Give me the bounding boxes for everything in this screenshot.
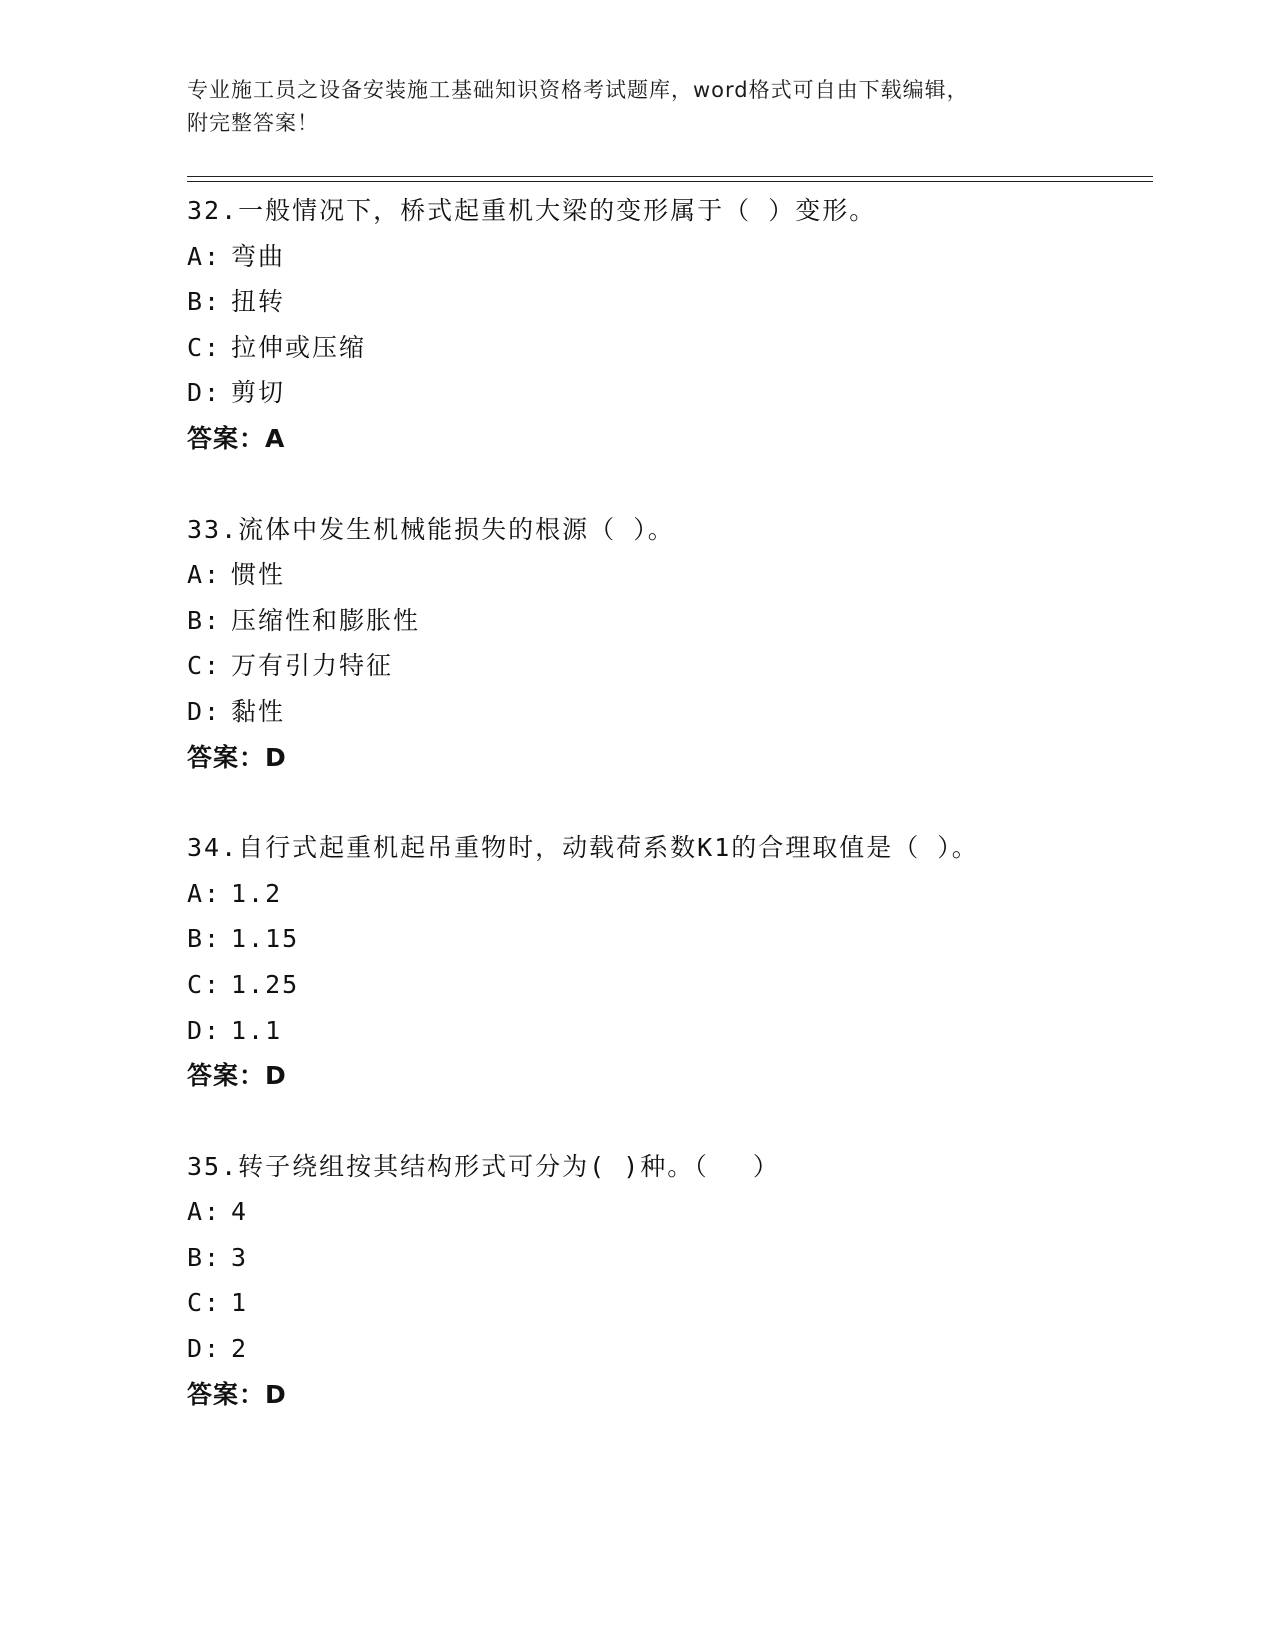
- option-b: [187, 279, 1187, 325]
- option-key: C:: [187, 969, 222, 999]
- option-b: [187, 598, 1187, 644]
- option-a: [187, 552, 1187, 598]
- question-stem: 33.流体中发生机械能损失的根源（ ）。: [187, 514, 675, 544]
- option-text: 1.2: [231, 878, 283, 908]
- question-33: [187, 507, 1187, 781]
- option-key: D:: [187, 1015, 222, 1045]
- option-key: A:: [187, 878, 222, 908]
- question-stem: 35.转子绕组按其结构形式可分为( )种。（ ）: [187, 1151, 780, 1181]
- option-a: [187, 871, 1187, 917]
- option-text: 1.25: [231, 969, 300, 999]
- question-stem: 34.自行式起重机起吊重物时，动载荷系数K1的合理取值是（ ）。: [187, 833, 979, 863]
- header-title-line-1: 专业施工员之设备安装施工基础知识资格考试题库，word格式可自由下载编辑，: [187, 78, 969, 102]
- option-key: C:: [187, 332, 222, 362]
- option-key: B:: [187, 1242, 222, 1272]
- option-key: C:: [187, 1288, 222, 1318]
- option-text: 万有引力特征: [231, 651, 394, 681]
- option-a: [187, 234, 1187, 280]
- option-text: 1: [231, 1288, 249, 1318]
- question-32: [187, 188, 1187, 462]
- question-34: [187, 825, 1187, 1099]
- option-key: D:: [187, 378, 222, 408]
- option-d: [187, 1326, 1187, 1372]
- answer-line: 答案：A: [187, 423, 286, 453]
- option-text: 惯性: [231, 560, 286, 590]
- option-text: 2: [231, 1334, 249, 1364]
- option-text: 1.1: [231, 1015, 283, 1045]
- option-text: 1.15: [231, 924, 300, 954]
- option-key: C:: [187, 651, 222, 681]
- option-text: 黏性: [231, 696, 286, 726]
- answer-line: 答案：D: [187, 1061, 287, 1091]
- option-text: 弯曲: [231, 241, 286, 271]
- option-b: [187, 916, 1187, 962]
- option-d: [187, 370, 1187, 416]
- option-key: B:: [187, 287, 222, 317]
- option-key: B:: [187, 605, 222, 635]
- question-list: [187, 188, 1187, 1462]
- option-text: 3: [231, 1242, 249, 1272]
- option-text: 4: [231, 1197, 249, 1227]
- question-stem: 32.一般情况下，桥式起重机大梁的变形属于（ ）变形。: [187, 196, 877, 225]
- option-key: B:: [187, 924, 222, 954]
- option-key: D:: [187, 696, 222, 726]
- answer-line: 答案：D: [187, 742, 287, 772]
- answer-line: 答案：D: [187, 1379, 287, 1409]
- option-text: 拉伸或压缩: [231, 332, 367, 362]
- option-a: [187, 1189, 1187, 1235]
- option-key: D:: [187, 1334, 222, 1364]
- question-35: [187, 1144, 1187, 1418]
- option-c: [187, 962, 1187, 1008]
- header-divider-bottom: [187, 181, 1153, 182]
- option-key: A:: [187, 1197, 222, 1227]
- option-c: [187, 325, 1187, 371]
- option-c: [187, 1280, 1187, 1326]
- option-text: 剪切: [231, 378, 286, 408]
- option-c: [187, 643, 1187, 689]
- option-text: 压缩性和膨胀性: [231, 605, 421, 635]
- option-text: 扭转: [231, 287, 286, 317]
- option-d: [187, 1008, 1187, 1054]
- header-title-line-2: 附完整答案！: [187, 111, 319, 135]
- header-divider-top: [187, 176, 1153, 177]
- option-b: [187, 1235, 1187, 1281]
- document-header: [187, 74, 1167, 140]
- option-key: A:: [187, 241, 222, 271]
- option-d: [187, 689, 1187, 735]
- option-key: A:: [187, 560, 222, 590]
